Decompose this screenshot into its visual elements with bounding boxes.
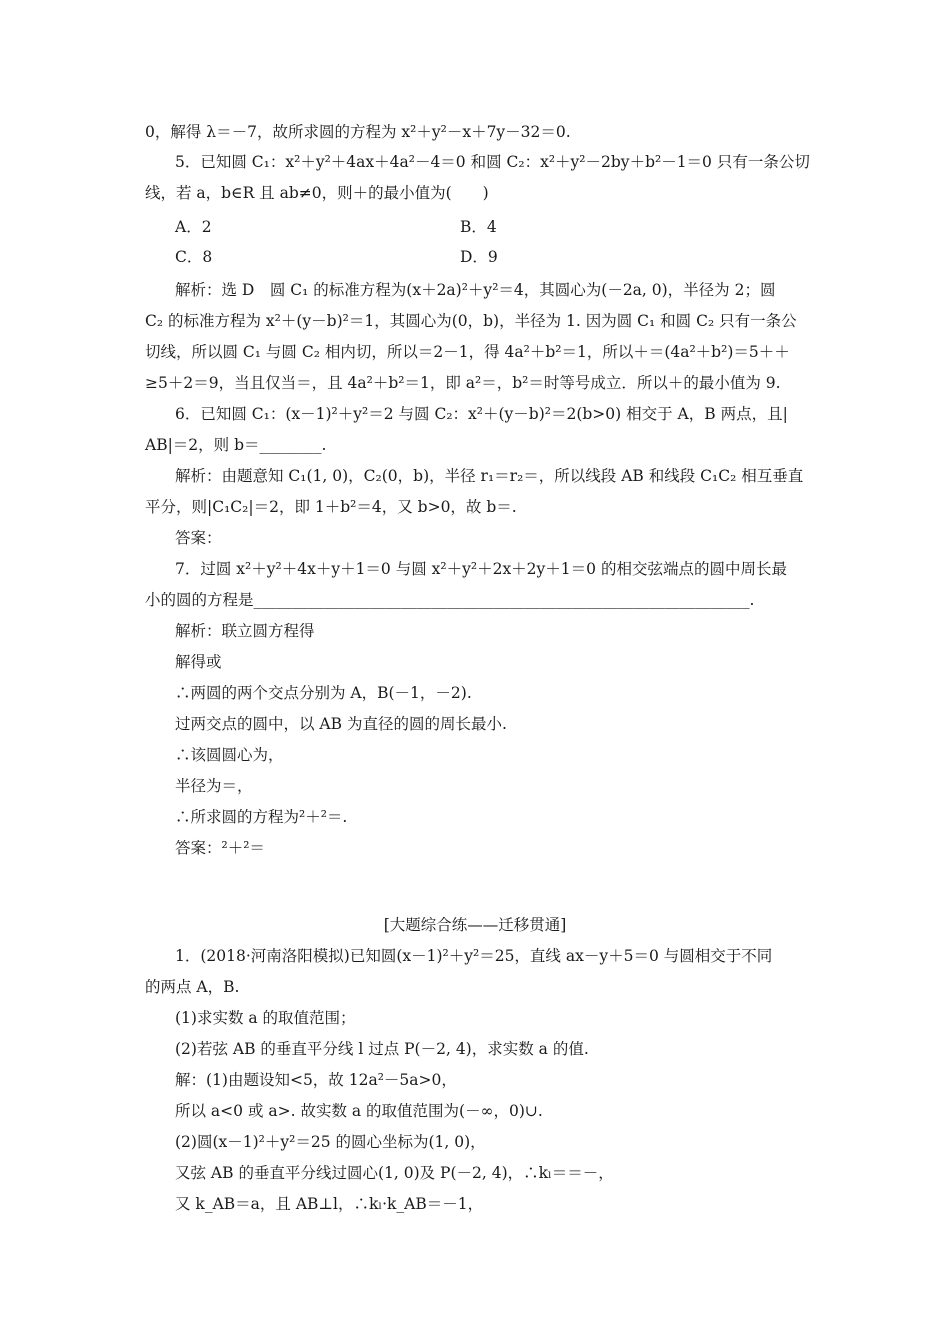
solution-line: 所以 a<0 或 a>. 故实数 a 的取值范围为(－∞，0)∪.: [175, 1102, 543, 1120]
option-a: A．2: [175, 218, 212, 236]
text-line: 小的圆的方程是________________________________________________________________.: [145, 591, 755, 609]
problem-1-stem: 1．(2018·河南洛阳模拟)已知圆(x－1)²＋y²＝25，直线 ax－y＋5＝0 与圆相交于不同: [175, 947, 773, 965]
text-line: 线，若 a，b∈R 且 ab≠0，则＋的最小值为( ): [145, 184, 489, 202]
solution-line: ∴该圆圆心为，: [175, 746, 284, 764]
solution-line: 解析：选 D 圆 C₁ 的标准方程为(x＋2a)²＋y²＝4，其圆心为(－2a, 0)，半径为 2；圆: [175, 281, 776, 299]
solution-line: 过两交点的圆中，以 AB 为直径的圆的周长最小.: [175, 715, 507, 733]
option-d: D．9: [460, 248, 498, 266]
text-line: 的两点 A，B.: [145, 978, 240, 996]
sub-question: (1)求实数 a 的取值范围；: [175, 1009, 356, 1027]
solution-line: 解：(1)由题设知<5，故 12a²－5a>0，: [175, 1071, 457, 1089]
solution-line: C₂ 的标准方程为 x²＋(y－b)²＝1，其圆心为(0，b)，半径为 1. 因为圆 C₁ 和圆 C₂ 只有一条公: [145, 312, 797, 330]
text-line: 0，解得 λ＝－7，故所求圆的方程为 x²＋y²－x＋7y－32＝0.: [145, 123, 571, 141]
solution-line: 解析：由题意知 C₁(1, 0)，C₂(0，b)，半径 r₁＝r₂＝，所以线段 AB 和线段 C₁C₂ 相互垂直: [175, 467, 804, 485]
question-7-stem: 7．过圆 x²＋y²＋4x＋y＋1＝0 与圆 x²＋y²＋2x＋2y＋1＝0 的相交弦端点的圆中周长最: [175, 560, 787, 578]
question-6-stem: 6．已知圆 C₁：(x－1)²＋y²＝2 与圆 C₂：x²＋(y－b)²＝2(b>0) 相交于 A，B 两点，且|: [175, 405, 788, 423]
answer-line: 答案：: [175, 529, 222, 547]
question-5-stem: 5．已知圆 C₁：x²＋y²＋4ax＋4a²－4＝0 和圆 C₂：x²＋y²－2by＋b²－1＝0 只有一条公切: [175, 153, 810, 171]
solution-line: 又 k_AB＝a，且 AB⊥l，∴kₗ·k_AB＝－1，: [175, 1195, 484, 1213]
option-row: [0, 217, 950, 237]
solution-line: (2)圆(x－1)²＋y²＝25 的圆心坐标为(1, 0)，: [175, 1133, 486, 1151]
solution-line: 平分，则|C₁C₂|＝2，即 1＋b²＝4，又 b>0，故 b＝.: [145, 498, 517, 516]
solution-line: ≥5＋2＝9，当且仅当＝，且 4a²＋b²＝1，即 a²＝，b²＝时等号成立．所以＋的最小值为 9.: [145, 374, 781, 392]
solution-line: 解析：联立圆方程得: [175, 622, 315, 640]
section-title: [大题综合练——迁移贯通]: [383, 916, 567, 934]
solution-line: 半径为＝，: [175, 777, 253, 795]
solution-line: 解得或: [175, 653, 222, 671]
option-c: C．8: [175, 248, 213, 266]
answer-line: 答案：²＋²＝: [175, 839, 265, 857]
solution-line: 切线，所以圆 C₁ 与圆 C₂ 相内切，所以＝2－1，得 4a²＋b²＝1，所以＋＝(4a²＋b²)＝5＋＋: [145, 343, 790, 361]
option-row: [0, 247, 950, 267]
solution-line: ∴两圆的两个交点分别为 A，B(－1，－2).: [175, 684, 472, 702]
sub-question: (2)若弦 AB 的垂直平分线 l 过点 P(－2, 4)，求实数 a 的值.: [175, 1040, 589, 1058]
solution-line: ∴所求圆的方程为²＋²＝.: [175, 808, 348, 826]
text-line: AB|＝2，则 b＝________.: [145, 436, 327, 454]
solution-line: 又弦 AB 的垂直平分线过圆心(1, 0)及 P(－2, 4)，∴kₗ＝＝－，: [175, 1164, 614, 1182]
option-b: B．4: [460, 218, 497, 236]
